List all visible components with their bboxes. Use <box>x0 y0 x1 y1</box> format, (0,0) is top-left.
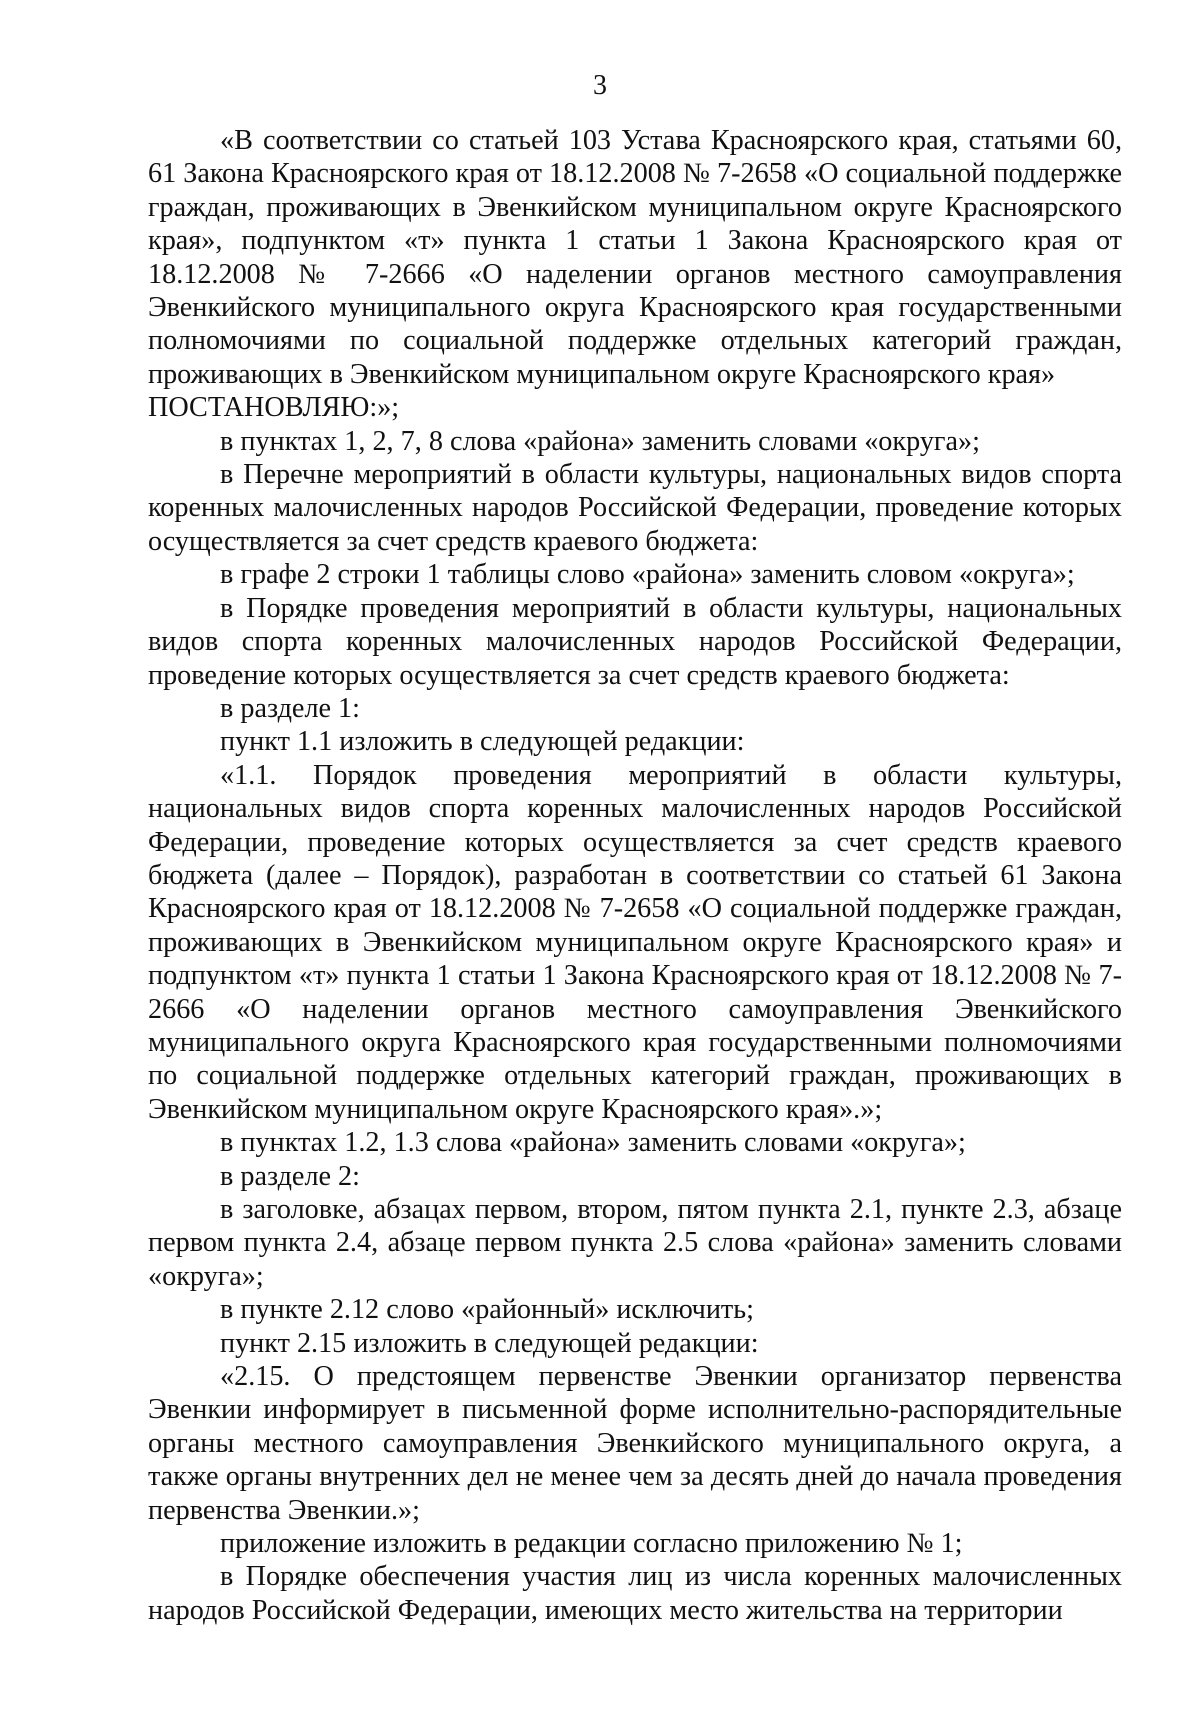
paragraph-appendix: приложение изложить в редакции согласно приложению № 1; <box>220 1528 963 1560</box>
paragraph-postanovlyayu: ПОСТАНОВЛЯЮ:»; <box>148 392 400 424</box>
paragraph-section-2: в разделе 2: <box>220 1160 360 1192</box>
page-number: 3 <box>593 70 607 101</box>
paragraph-preamble-quote: «В соответствии со статьей 103 Устава Красноярского края, статьями 60, 61 Закона Красноярского края от 18.12.2008 № 7-2658 «О социальной поддержке граждан, проживающих в Эвенкийском муниципальном округе Красноярского края», подпунктом «т» пункта 1 статьи 1 Закона Красноярского края от 18.12.2008 № 7-2666 «О наделении органов местного самоуправления Эвенкийского муниципального округа Красноярского края государственными полномочиями по социальной поддержке отдельных категорий граждан, проживающих в Эвенкийском муниципальном округе Красноярского края» <box>148 125 1122 390</box>
paragraph-events-list: в Перечне мероприятий в области культуры, национальных видов спорта коренных малочисленных народов Российской Федерации, проведение которых осуществляется за счет средств краевого бюджета: <box>148 459 1122 557</box>
paragraph-events-procedure: в Порядке проведения мероприятий в области культуры, национальных видов спорта коренных малочисленных народов Российской Федерации, проведение которых осуществляется за счет средств краевого бюджета: <box>148 592 1122 691</box>
paragraph-item-2-12: в пункте 2.12 слово «районный» исключить; <box>220 1294 754 1326</box>
paragraph-item-2-15-text: «2.15. О предстоящем первенстве Эвенкии организатор первенства Эвенкии информирует в письменной форме исполнительно-распорядительные органы местного самоуправления Эвенкийского муниципального округа, а также органы внутренних дел не менее чем за десять дней до начала проведения первенства Эвенкии.»; <box>148 1361 1122 1526</box>
paragraph-section-2-changes: в заголовке, абзацах первом, втором, пятом пункта 2.1, пункте 2.3, абзаце первом пункта 2.4, абзаце первом пункта 2.5 слова «района» заменить словами «округа»; <box>148 1194 1122 1292</box>
paragraph-item-1-1-intro: пункт 1.1 изложить в следующей редакции: <box>220 726 745 758</box>
paragraph-items-1-2-7-8: в пунктах 1, 2, 7, 8 слова «района» заменить словами «округа»; <box>220 425 980 457</box>
paragraph-participation-procedure: в Порядке обеспечения участия лиц из числа коренных малочисленных народов Российской Федерации, имеющих место жительства на территории <box>148 1561 1122 1626</box>
paragraph-table-column-2: в графе 2 строки 1 таблицы слово «района» заменить словом «округа»; <box>220 559 1075 591</box>
paragraph-section-1: в разделе 1: <box>220 692 360 724</box>
paragraph-item-2-15-intro: пункт 2.15 изложить в следующей редакции: <box>220 1327 759 1359</box>
document-body <box>148 124 1122 1627</box>
paragraph-item-1-1-text: «1.1. Порядок проведения мероприятий в области культуры, национальных видов спорта коренных малочисленных народов Российской Федерации, проведение которых осуществляется за счет средств краевого бюджета (далее – Порядок), разработан в соответствии со статьей 61 Закона Красноярского края от 18.12.2008 № 7-2658 «О социальной поддержке граждан, проживающих в Эвенкийском муниципальном округе Красноярского края» и подпунктом «т» пункта 1 статьи 1 Закона Красноярского края от 18.12.2008 № 7-2666 «О наделении органов местного самоуправления Эвенкийского муниципального округа Красноярского края государственными полномочиями по социальной поддержке отдельных категорий граждан, проживающих в Эвенкийском муниципальном округе Красноярского края».»; <box>148 759 1122 1125</box>
paragraph-items-1-2-1-3: в пунктах 1.2, 1.3 слова «района» заменить словами «округа»; <box>220 1127 966 1159</box>
